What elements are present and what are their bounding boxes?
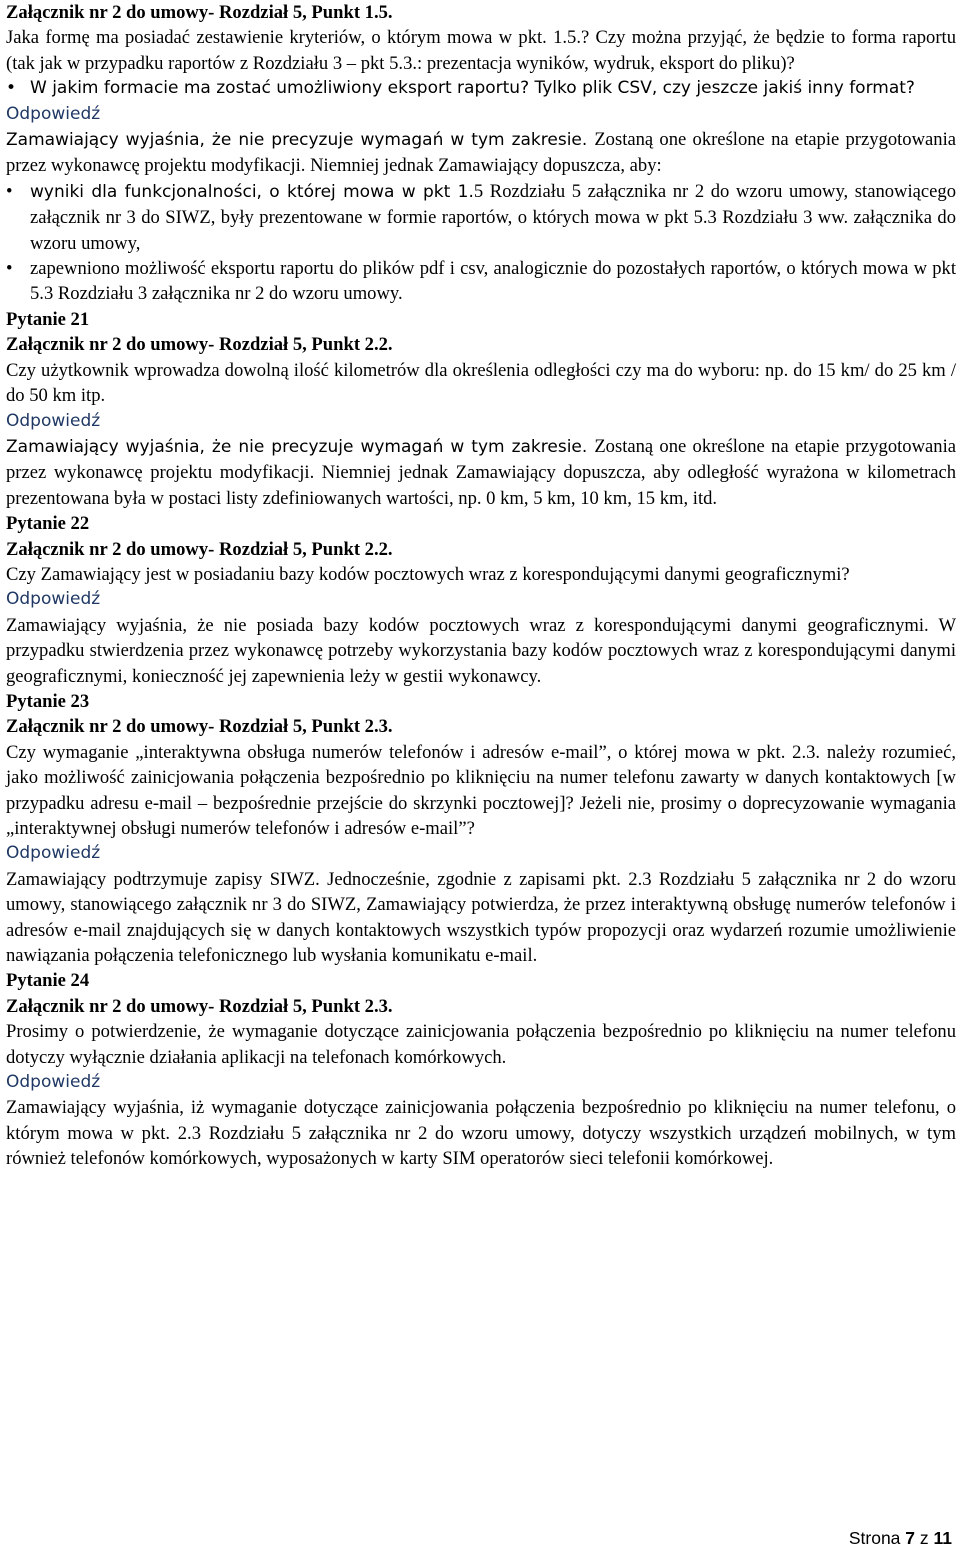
page-label: Strona <box>848 1528 906 1548</box>
answer-text: Zamawiający wyjaśnia, że nie posiada bazy kodów pocztowych wraz z korespondującymi danymi geograficznymi. W przypadku stwierdzenia przez wykonawcę potrzeby wykorzystania bazy kodów pocztowych wraz z korespondującymi danymi geograficznymi, konieczność jej zapewnienia leży w gestii wykonawcy. <box>6 614 956 687</box>
answer-text <box>6 434 956 511</box>
section-heading: Załącznik nr 2 do umowy- Rozdział 5, Punkt 1.5. <box>6 2 393 23</box>
page-number-footer <box>849 1527 952 1549</box>
answer-bullet <box>6 179 956 256</box>
question-title: Pytanie 23 <box>6 690 90 712</box>
answer-bullet-serif: 5 Rozdziału 5 załącznika nr 2 do wzoru umowy, stanowiącego załącznik nr 3 do SIWZ, były prezentowane w formie raportów, o których mowa w pkt 5.3 Rozdziału 3 ww. załącznika do wzoru umowy, <box>30 180 956 254</box>
current-page-number: 7 <box>905 1528 916 1548</box>
section-heading: Załącznik nr 2 do umowy- Rozdział 5, Punkt 2.3. <box>6 995 393 1017</box>
answer-text-serif: Zostaną one określone na etapie przygotowania przez wykonawcę projektu modyfikacji. Niemniej jednak Zamawiający dopuszcza, aby odległość wyrażona w kilometrach prezentowana była w postaci listy zdefiniowanych wartości, np. 0 km, 5 km, 10 km, 15 km, itd. <box>6 435 956 509</box>
answer-label: Odpowiedź <box>6 843 101 864</box>
question-title: Pytanie 22 <box>6 513 90 535</box>
answer-text: Zamawiający wyjaśnia, iż wymaganie dotyczące zainicjowania połączenia bezpośrednio po kliknięciu na numer telefonu, o którym mowa w pkt. 2.3 Rozdziału 5 załącznika nr 2 do wzoru umowy, dotyczy wszystkich urządzeń mobilnych, w tym również telefonów komórkowych, wyposażonych w karty SIM operatorów sieci telefonii komórkowej. <box>6 1097 956 1170</box>
answer-text-sans: Zamawiający wyjaśnia, że nie precyzuje wymagań w tym zakresie. <box>6 436 595 457</box>
question-title: Pytanie 21 <box>6 308 90 330</box>
question-text: Czy użytkownik wprowadza dowolną ilość kilometrów dla określenia odległości czy ma do wyboru: np. do 15 km/ do 25 km / do 50 km itp. <box>6 359 956 407</box>
answer-label: Odpowiedź <box>6 410 101 431</box>
answer-bullet-sans: wyniki dla funkcjonalności, o której mowa w pkt 1. <box>30 181 474 202</box>
section-heading: Załącznik nr 2 do umowy- Rozdział 5, Punkt 2.3. <box>6 716 393 738</box>
answer-bullet-list <box>6 179 956 307</box>
answer-text-serif-2: Niemniej jednak Zamawiający dopuszcza, aby: <box>310 155 662 177</box>
answer-text-sans: Zamawiający wyjaśnia, że nie precyzuje wymagań w tym zakresie. <box>6 130 595 151</box>
answer-text: Zamawiający podtrzymuje zapisy SIWZ. Jednocześnie, zgodnie z zapisami pkt. 2.3 Rozdziału 5 załącznika nr 2 do wzoru umowy, stanowiącego załącznik nr 3 do SIWZ, Zamawiający potwierdza, że przez interaktywną obsługę numerów telefonów i adresów e-mail znajdujących się w danych kontaktowych wszystkich typów propozycji oraz wydarzeń rozumie umożliwienie nawiązania połączenia telefonicznego lub wysłania komunikatu e-mail. <box>6 868 956 967</box>
answer-bullet: • zapewniono możliwość eksportu raportu do plików pdf i csv, analogicznie do pozostałych raportów, o których mowa w pkt 5.3 Rozdziału 3 załącznika nr 2 do wzoru umowy. <box>6 256 956 307</box>
answer-label: Odpowiedź <box>6 103 101 124</box>
page-separator: z <box>915 1528 934 1548</box>
section-heading: Załącznik nr 2 do umowy- Rozdział 5, Punkt 2.2. <box>6 538 393 560</box>
question-text: Czy wymaganie „interaktywna obsługa numerów telefonów i adresów e-mail”, o której mowa w pkt. 2.3. należy rozumieć, jako możliwość zainicjowania połączenia bezpośrednio po kliknięciu na numer telefonu zawarty w danych kontaktowych [w przypadku adresu e-mail – bezpośrednie przejście do skrzynki pocztowej]? Jeżeli nie, prosimy o doprecyzowanie wymagania „interaktywnej obsługi numerów telefonów i adresów e-mail”? <box>6 741 956 839</box>
question-text: Jaka formę ma posiadać zestawienie kryteriów, o którym mowa w pkt. 1.5.? Czy można przyjąć, że będzie to forma raportu (tak jak w przypadku raportów z Rozdziału 3 – pkt 5.3.: prezentacja wyników, wydruk, eksport do pliku)? <box>6 27 956 74</box>
question-text: Czy Zamawiający jest w posiadaniu bazy kodów pocztowych wraz z korespondującymi danymi geograficznymi? <box>6 563 850 585</box>
answer-label: Odpowiedź <box>6 589 101 610</box>
section-heading: Załącznik nr 2 do umowy- Rozdział 5, Punkt 2.2. <box>6 334 393 356</box>
answer-text-serif: Zostaną one określone na etapie przygotowania przez wykonawcę projektu modyfikacji. <box>6 129 956 177</box>
question-title: Pytanie 24 <box>6 970 90 992</box>
question-bullet: • W jakim formacie ma zostać umożliwiony eksport raportu? Tylko plik CSV, czy jeszcze jakiś inny format? <box>6 76 956 101</box>
answer-text <box>6 127 956 179</box>
question-text: Prosimy o potwierdzenie, że wymaganie dotyczące zainicjowania połączenia bezpośrednio po kliknięciu na numer telefonu dotyczy wyłącznie działania aplikacji na telefonach komórkowych. <box>6 1021 956 1068</box>
document-page <box>6 0 956 1172</box>
answer-label: Odpowiedź <box>6 1072 101 1093</box>
total-page-count: 11 <box>933 1528 952 1548</box>
question-bullet-list <box>6 76 956 101</box>
